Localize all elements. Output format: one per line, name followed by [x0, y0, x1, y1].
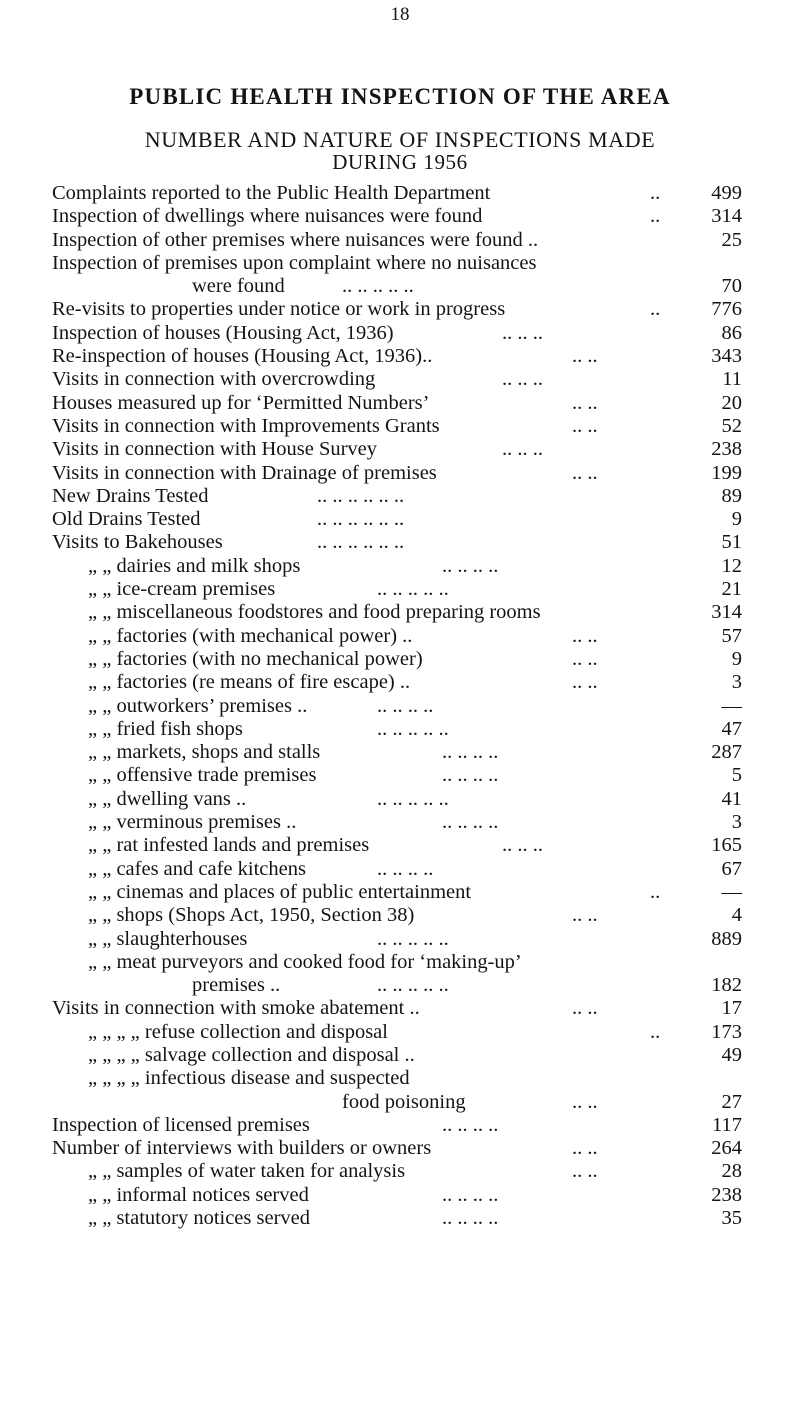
row-value: 889 [711, 927, 742, 950]
row-label: „ „ dairies and milk shops [88, 554, 301, 577]
dot-leader: .. .. .. .. [442, 554, 499, 577]
table-row [52, 718, 742, 741]
table-row [52, 182, 742, 205]
table-row [52, 1091, 742, 1114]
row-label: „ „ statutory notices served [88, 1207, 311, 1230]
row-label: „ „ offensive trade premises [88, 764, 317, 787]
row-value: 314 [711, 601, 742, 624]
dot-leader: .. .. [572, 414, 598, 437]
row-value: 238 [711, 1183, 742, 1206]
table-row [52, 345, 742, 368]
row-label: Complaints reported to the Public Health Department [52, 182, 491, 204]
row-label: food poisoning [342, 1090, 466, 1113]
dot-leader: .. .. .. .. [442, 1183, 499, 1206]
row-value: 9 [731, 508, 742, 531]
row-value: 4 [731, 904, 742, 927]
dot-leader: .. .. [572, 1160, 598, 1183]
dot-leader: .. .. [572, 391, 598, 414]
table-row [52, 368, 742, 391]
page-number: 18 [390, 4, 410, 25]
table-row [52, 858, 742, 881]
row-label: „ „ factories (with mechanical power) .. [88, 624, 413, 647]
table-row [52, 415, 742, 438]
page-subtitle: NUMBER AND NATURE OF INSPECTIONS MADE [144, 127, 656, 152]
table-row [52, 1021, 742, 1044]
table-row [52, 741, 742, 764]
table-row [52, 229, 742, 252]
table-row [52, 904, 742, 927]
dot-leader: .. [650, 880, 661, 903]
row-label: „ „ „ „ salvage collection and disposal .. [88, 1043, 415, 1066]
row-value: 12 [721, 554, 742, 577]
dot-leader: .. .. .. .. .. [377, 927, 449, 950]
table-row [52, 578, 742, 601]
row-value: 25 [721, 228, 742, 251]
dot-leader: .. [650, 1020, 661, 1043]
row-value: 20 [721, 391, 742, 414]
dot-leader: .. [650, 182, 661, 204]
dot-leader: .. .. [572, 1090, 598, 1113]
row-label: „ „ fried fish shops [88, 717, 243, 740]
table-row [52, 298, 742, 321]
table-row [52, 671, 742, 694]
dot-leader: .. .. .. .. .. .. [317, 484, 405, 507]
dot-leader: .. .. .. [502, 321, 543, 344]
table-row [52, 951, 742, 974]
dot-leader: .. .. [572, 647, 598, 670]
row-value: 28 [721, 1160, 742, 1183]
dot-leader: .. .. .. .. [442, 1207, 499, 1230]
dot-leader: .. .. [572, 624, 598, 647]
row-label: were found [192, 275, 285, 298]
table-row [52, 648, 742, 671]
row-value: 47 [721, 717, 742, 740]
table-row [52, 438, 742, 461]
row-value: 52 [721, 414, 742, 437]
dot-leader: .. .. [572, 1137, 598, 1160]
page-subtitle-year: DURING 1956 [332, 150, 468, 174]
row-label: „ „ outworkers’ premises .. [88, 694, 308, 717]
table-row [52, 205, 742, 228]
table-row [52, 834, 742, 857]
dot-leader: .. .. .. .. [442, 1113, 499, 1136]
table-row [52, 997, 742, 1020]
table-row [52, 974, 742, 997]
table-row [52, 928, 742, 951]
row-value: 70 [721, 275, 742, 298]
table-row [52, 764, 742, 787]
row-value: 9 [731, 647, 742, 670]
table-row [52, 1137, 742, 1160]
table-row [52, 1160, 742, 1183]
dot-leader: .. .. [572, 671, 598, 694]
row-value: 27 [721, 1090, 742, 1113]
row-label: Visits in connection with overcrowding [52, 368, 376, 391]
row-value: 3 [731, 811, 742, 834]
row-value: 67 [721, 857, 742, 880]
table-row [52, 555, 742, 578]
row-value: 182 [711, 974, 742, 997]
dot-leader: .. [650, 298, 661, 321]
row-value: 17 [721, 997, 742, 1020]
row-value: 264 [711, 1137, 742, 1160]
row-label: „ „ verminous premises .. [88, 811, 297, 834]
dot-leader: .. .. .. [502, 438, 543, 461]
row-label: premises .. [192, 974, 281, 997]
dot-leader: .. .. .. .. [442, 741, 499, 764]
dot-leader: .. .. [572, 345, 598, 368]
row-label: Inspection of licensed premises [52, 1113, 310, 1136]
table-row [52, 1114, 742, 1137]
row-value: 41 [721, 787, 742, 810]
row-label: Visits in connection with Improvements Grants [52, 414, 440, 437]
row-label: „ „ miscellaneous foodstores and food preparing rooms [88, 601, 541, 624]
dot-leader: .. .. .. .. [377, 694, 434, 717]
row-label: Number of interviews with builders or owners [52, 1137, 432, 1160]
table-row [52, 485, 742, 508]
row-label: „ „ „ „ infectious disease and suspected [88, 1067, 410, 1090]
dot-leader: .. [650, 205, 661, 228]
row-label: „ „ factories (re means of fire escape) .. [88, 671, 411, 694]
row-value: 49 [721, 1043, 742, 1066]
table-row [52, 601, 742, 624]
row-label: „ „ markets, shops and stalls [88, 741, 321, 764]
row-value: — [721, 694, 742, 717]
row-label: „ „ slaughterhouses [88, 927, 248, 950]
row-value: 3 [731, 671, 742, 694]
row-value: 199 [711, 461, 742, 484]
row-label: Old Drains Tested [52, 508, 201, 531]
row-label: „ „ cinemas and places of public entertainment [88, 880, 472, 903]
row-label: „ „ factories (with no mechanical power) [88, 647, 423, 670]
row-label: New Drains Tested [52, 484, 209, 507]
row-value: 35 [721, 1207, 742, 1230]
row-value: 117 [712, 1113, 742, 1136]
table-row [52, 1044, 742, 1067]
row-label: „ „ rat infested lands and premises [88, 834, 370, 857]
row-label: Visits to Bakehouses [52, 531, 223, 554]
row-label: Inspection of premises upon complaint where no nuisances [52, 251, 537, 274]
row-value: 51 [721, 531, 742, 554]
row-label: Re-inspection of houses (Housing Act, 1936).. [52, 345, 433, 368]
row-label: Visits in connection with smoke abatement .. [52, 997, 420, 1020]
row-value: 173 [711, 1020, 742, 1043]
dot-leader: .. .. .. .. [442, 764, 499, 787]
table-row [52, 462, 742, 485]
row-value: 5 [731, 764, 742, 787]
row-value: 314 [711, 205, 742, 228]
dot-leader: .. .. .. .. .. .. [317, 508, 405, 531]
row-label: Inspection of houses (Housing Act, 1936) [52, 321, 394, 344]
row-value: 238 [711, 438, 742, 461]
inspections-table [52, 182, 742, 1230]
dot-leader: .. .. .. .. .. [377, 787, 449, 810]
dot-leader: .. .. .. .. .. .. [317, 531, 405, 554]
table-row [52, 531, 742, 554]
row-label: „ „ informal notices served [88, 1183, 309, 1206]
table-row [52, 1184, 742, 1207]
dot-leader: .. .. [572, 997, 598, 1020]
row-label: „ „ cafes and cafe kitchens [88, 857, 306, 880]
row-label: „ „ shops (Shops Act, 1950, Section 38) [88, 904, 415, 927]
table-row [52, 252, 742, 275]
dot-leader: .. .. .. .. .. [377, 578, 449, 601]
table-row [52, 1207, 742, 1230]
row-label: „ „ „ „ refuse collection and disposal [88, 1020, 388, 1043]
row-value: 11 [722, 368, 742, 391]
dot-leader: .. .. .. [502, 834, 543, 857]
table-row [52, 811, 742, 834]
table-row [52, 695, 742, 718]
row-value: 89 [721, 484, 742, 507]
dot-leader: .. .. [572, 461, 598, 484]
table-row [52, 275, 742, 298]
table-row [52, 881, 742, 904]
page-title: PUBLIC HEALTH INSPECTION OF THE AREA [129, 84, 671, 109]
row-value: 21 [721, 578, 742, 601]
dot-leader: .. .. .. .. [442, 811, 499, 834]
table-row [52, 788, 742, 811]
row-label: „ „ samples of water taken for analysis [88, 1160, 406, 1183]
table-row [52, 625, 742, 648]
table-row [52, 392, 742, 415]
row-label: Re-visits to properties under notice or work in progress [52, 298, 506, 321]
row-label: „ „ dwelling vans .. [88, 787, 247, 810]
row-label: Houses measured up for ‘Permitted Numbers’ [52, 391, 430, 414]
row-value: 499 [711, 182, 742, 204]
dot-leader: .. .. .. .. .. [377, 717, 449, 740]
row-value: — [721, 880, 742, 903]
row-value: 86 [721, 321, 742, 344]
row-label: Inspection of other premises where nuisances were found .. [52, 228, 539, 251]
row-value: 343 [711, 345, 742, 368]
row-value: 165 [711, 834, 742, 857]
row-label: „ „ meat purveyors and cooked food for ‘making-up’ [88, 950, 522, 973]
table-row [52, 1067, 742, 1090]
dot-leader: .. .. .. .. .. [377, 974, 449, 997]
dot-leader: .. .. .. .. [377, 857, 434, 880]
dot-leader: .. .. .. [502, 368, 543, 391]
dot-leader: .. .. .. .. .. [342, 275, 414, 298]
table-row [52, 322, 742, 345]
row-value: 776 [711, 298, 742, 321]
dot-leader: .. .. [572, 904, 598, 927]
row-label: „ „ ice-cream premises [88, 578, 276, 601]
table-row [52, 508, 742, 531]
row-label: Visits in connection with House Survey [52, 438, 378, 461]
row-value: 287 [711, 741, 742, 764]
row-value: 57 [721, 624, 742, 647]
row-label: Inspection of dwellings where nuisances were found [52, 205, 483, 228]
row-label: Visits in connection with Drainage of premises [52, 461, 437, 484]
